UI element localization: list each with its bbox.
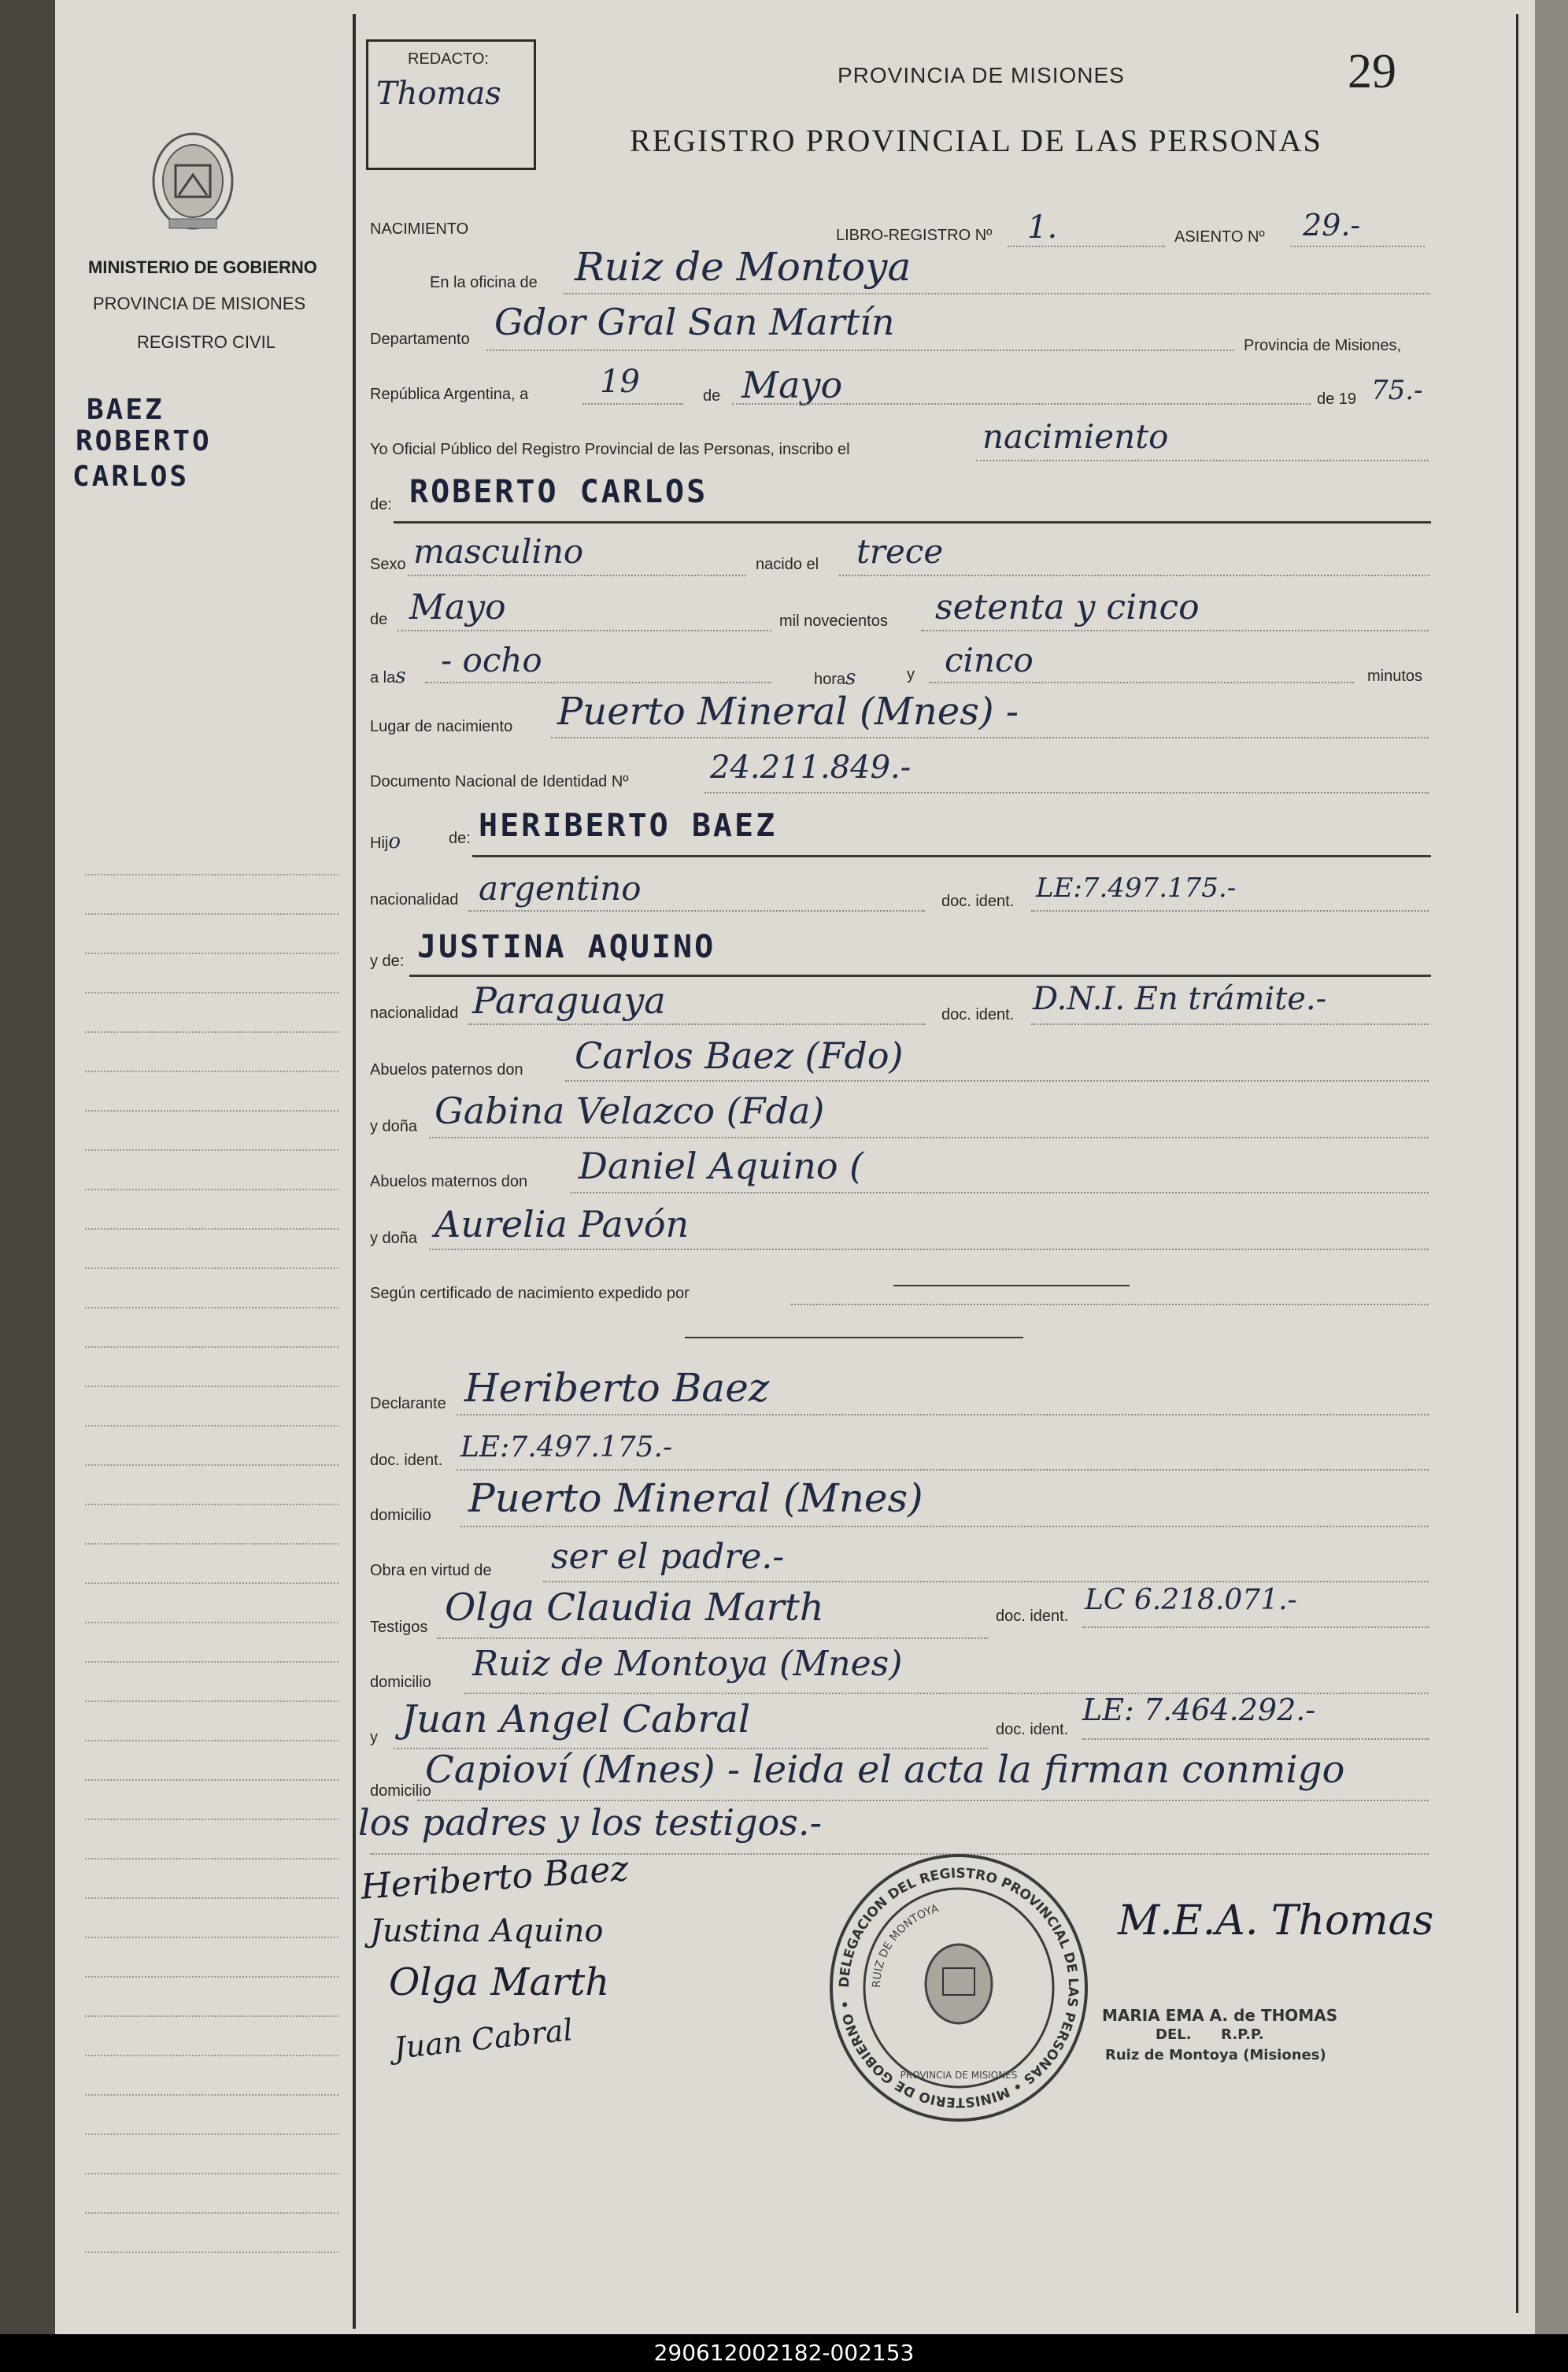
oficina-label: En la oficina de <box>430 274 538 291</box>
de-mes-label: de <box>370 611 388 628</box>
libro-label: LIBRO-REGISTRO Nº <box>836 227 993 244</box>
margin-rule-line <box>85 992 338 994</box>
nacimiento-label: NACIMIENTO <box>370 220 469 238</box>
mil-label: mil novecientos <box>779 612 888 630</box>
margin-rule-line <box>85 2212 338 2214</box>
nacionalidad1-dotline <box>468 910 925 912</box>
padre-rule <box>472 855 1431 857</box>
dni-dotline <box>704 792 1429 794</box>
margin-rule-line <box>85 1307 338 1308</box>
docident4-label: doc. ident. <box>996 1608 1069 1625</box>
inscribo-value: nacimiento <box>982 417 1169 456</box>
nacido-dotline <box>839 575 1429 576</box>
lugar-dotline <box>551 737 1429 738</box>
departamento-dotline <box>486 350 1234 351</box>
dia-value: 19 <box>600 364 640 400</box>
docident5-dotline <box>1082 1738 1429 1740</box>
header-title: REGISTRO PROVINCIAL DE LAS PERSONAS <box>630 123 1322 158</box>
docident2-dotline <box>1031 1023 1429 1025</box>
margin-rule-line <box>85 1582 338 1584</box>
margin-rule-line <box>85 913 338 915</box>
stamp-outer-text: DELEGACION DEL REGISTRO PROVINCIAL DE LAS PERSONAS • MINISTERIO DE GOBIERNO • <box>836 1865 1082 2111</box>
docident1-label: doc. ident. <box>941 893 1015 910</box>
closing-value: los padres y los testigos.- <box>358 1801 823 1844</box>
margin-rule-line <box>85 1425 338 1427</box>
margin-rule-line <box>85 1464 338 1466</box>
abuela-mat-dotline <box>429 1249 1429 1250</box>
dia-dotline <box>582 403 683 405</box>
minutos-dotline <box>929 682 1354 683</box>
nacionalidad2-label: nacionalidad <box>370 1005 459 1022</box>
margin-rule-line <box>85 2173 338 2174</box>
lugar-label: Lugar de nacimiento <box>370 718 513 735</box>
minutos-label: minutos <box>1367 668 1423 685</box>
nac-mes-dotline <box>398 630 771 631</box>
left-column-rule <box>353 14 356 2329</box>
departamento-label: Departamento <box>370 331 470 348</box>
lugar-value: Puerto Mineral (Mnes) - <box>557 690 1019 734</box>
docident3-label: doc. ident. <box>370 1452 443 1469</box>
hijo-suffix: o <box>388 830 401 853</box>
docident4-value: LC 6.218.071.- <box>1085 1584 1297 1616</box>
nombre-value: ROBERTO CARLOS <box>409 474 708 510</box>
testigo1-value: Olga Claudia Marth <box>445 1586 824 1630</box>
segun-short-rule <box>893 1285 1130 1286</box>
signature-father: Heriberto Baez <box>359 1848 631 1908</box>
domicilio3-label: domicilio <box>370 1782 431 1800</box>
libro-dotline <box>1008 246 1165 247</box>
y-label: y <box>907 666 915 683</box>
docident2-label: doc. ident. <box>941 1006 1015 1023</box>
margin-rule-line <box>85 1386 338 1387</box>
margin-rule-line <box>85 1267 338 1269</box>
signature-officer: M.E.A. Thomas <box>1118 1897 1434 1945</box>
docident1-value: LE:7.497.175.- <box>1036 872 1237 904</box>
stamp-inner-province: PROVINCIA DE MISIONES <box>900 2070 1018 2081</box>
y-testigo-label: y <box>370 1729 378 1746</box>
nacionalidad2-dotline <box>468 1023 925 1025</box>
margin-rule-line <box>85 2252 338 2253</box>
margin-rule-line <box>85 1149 338 1151</box>
margin-rule-line <box>85 1819 338 1820</box>
ministry-province: PROVINCIA DE MISIONES <box>93 294 306 313</box>
margin-rule-line <box>85 1858 338 1859</box>
obra-value: ser el padre.- <box>551 1537 785 1577</box>
signature-witness-1: Olga Marth <box>389 1960 610 2004</box>
margin-second-name: CARLOS <box>72 461 190 493</box>
officer-place: Ruiz de Montoya (Misiones) <box>1105 2047 1326 2063</box>
nac-mes-value: Mayo <box>409 587 506 627</box>
domicilio1-dotline <box>460 1526 1429 1527</box>
mes-value: Mayo <box>741 364 843 406</box>
de-label: de <box>703 387 721 405</box>
margin-rule-line <box>85 1937 338 1938</box>
domicilio2-value: Ruiz de Montoya (Mnes) <box>472 1644 903 1684</box>
margin-surname: BAEZ <box>87 394 165 426</box>
docident3-value: LE:7.497.175.- <box>460 1431 673 1464</box>
testigo2-value: Juan Angel Cabral <box>401 1697 751 1741</box>
minutos-value: cinco <box>945 641 1034 679</box>
ministry-registry: REGISTRO CIVIL <box>137 332 276 352</box>
testigo1-dotline <box>437 1637 988 1639</box>
nacido-value: trece <box>856 532 944 571</box>
de-nombre-label: de: <box>370 496 392 513</box>
page-edge <box>1535 0 1568 2334</box>
margin-rule-line <box>85 1071 338 1072</box>
stamp-inner-text: RUIZ DE MONTOYA <box>870 1902 941 1989</box>
dni-label: Documento Nacional de Identidad Nº <box>370 773 629 790</box>
padre-value: HERIBERTO BAEZ <box>479 808 778 844</box>
margin-rule-line <box>85 874 338 875</box>
abuela-pat-dotline <box>429 1137 1429 1138</box>
margin-rule-line <box>85 2094 338 2096</box>
abuela-mat-value: Aurelia Pavón <box>435 1203 690 1245</box>
docident1-dotline <box>1031 910 1429 912</box>
asiento-dotline <box>1291 246 1425 247</box>
margin-rule-line <box>85 1700 338 1702</box>
ministry-name: MINISTERIO DE GOBIERNO <box>88 257 317 277</box>
abuelo-mat-dotline <box>571 1192 1429 1193</box>
ydona1-label: y doña <box>370 1118 418 1135</box>
nombre-rule <box>394 521 1431 524</box>
margin-rule-line <box>85 1779 338 1781</box>
anio-value: 75.- <box>1371 375 1423 406</box>
margin-rule-line <box>85 1543 338 1545</box>
hijo-label: Hijo <box>370 830 401 853</box>
mil-value: setenta y cinco <box>935 587 1200 627</box>
domicilio2-label: domicilio <box>370 1674 431 1691</box>
domicilio1-label: domicilio <box>370 1507 431 1524</box>
signature-mother: Justina Aquino <box>370 1913 604 1949</box>
domicilio1-value: Puerto Mineral (Mnes) <box>468 1475 923 1521</box>
margin-rule-line <box>85 1897 338 1899</box>
margin-rule-line <box>85 1031 338 1033</box>
hijo-de-label: de: <box>449 830 471 847</box>
signature-witness-2: Juan Cabral <box>392 2012 575 2066</box>
redacto-label: REDACTO: <box>408 50 489 68</box>
yde-label: y de: <box>370 953 405 970</box>
nacionalidad1-value: argentino <box>479 869 642 908</box>
margin-rule-line <box>85 1110 338 1112</box>
nacionalidad1-label: nacionalidad <box>370 891 459 908</box>
horas-label: horas <box>814 666 856 690</box>
margin-rule-line <box>85 2133 338 2135</box>
officer-name: MARIA EMA A. de THOMAS <box>1102 2006 1338 2025</box>
sexo-dotline <box>408 575 746 576</box>
coat-of-arms-emblem <box>146 126 240 236</box>
docident5-value: LE: 7.464.292.- <box>1082 1693 1316 1727</box>
abuelos-mat-label: Abuelos maternos don <box>370 1173 528 1190</box>
asiento-label: ASIENTO Nº <box>1174 228 1265 246</box>
madre-rule <box>409 975 1431 977</box>
oficial-text: Yo Oficial Público del Registro Provincial de las Personas, inscribo el <box>370 441 850 458</box>
margin-rule-line <box>85 1622 338 1623</box>
inscribo-dotline <box>976 460 1429 461</box>
book-spine <box>0 0 55 2334</box>
declarante-label: Declarante <box>370 1395 446 1412</box>
dni-value: 24.211.849.- <box>710 749 912 786</box>
abuela-pat-value: Gabina Velazco (Fda) <box>435 1090 825 1132</box>
margin-rule-line <box>85 2015 338 2017</box>
departamento-value: Gdor Gral San Martín <box>494 301 895 343</box>
alas-label: a las <box>370 664 406 688</box>
obra-label: Obra en virtud de <box>370 1562 492 1579</box>
oficina-value: Ruiz de Montoya <box>575 244 912 290</box>
segun-blank-rule <box>685 1337 1023 1338</box>
margin-rule-line <box>85 1189 338 1190</box>
abuelo-mat-value: Daniel Aquino ( <box>579 1145 864 1187</box>
margin-rule-line <box>85 2055 338 2056</box>
ydona2-label: y doña <box>370 1230 418 1247</box>
domicilio3-value: Capioví (Mnes) - leida el acta la firman conmigo <box>425 1748 1345 1792</box>
redacto-value: Thomas <box>376 76 501 112</box>
alas-suffix: s <box>395 664 406 688</box>
mes-dotline <box>732 403 1311 405</box>
margin-rule-line <box>85 1976 338 1978</box>
right-border-rule <box>1516 14 1518 2313</box>
sexo-label: Sexo <box>370 556 406 573</box>
margin-rule-line <box>85 1504 338 1505</box>
declarante-value: Heriberto Baez <box>464 1365 770 1411</box>
asiento-value: 29.- <box>1303 208 1361 242</box>
header-province: PROVINCIA DE MISIONES <box>838 63 1125 87</box>
nacido-label: nacido el <box>756 556 819 573</box>
officer-role: DEL. R.P.P. <box>1156 2026 1264 2043</box>
margin-rule-line <box>85 1740 338 1741</box>
docident2-value: D.N.I. En trámite.- <box>1033 981 1327 1017</box>
hora-dotline <box>425 682 771 683</box>
official-seal-stamp <box>825 1850 1093 2126</box>
sexo-value: masculino <box>413 532 584 571</box>
madre-value: JUSTINA AQUINO <box>417 929 716 965</box>
de19-label: de 19 <box>1317 390 1357 408</box>
abuelo-pat-value: Carlos Baez (Fdo) <box>575 1034 904 1077</box>
mil-dotline <box>921 630 1429 631</box>
segun-dotline <box>791 1304 1429 1305</box>
margin-first-name: ROBERTO <box>76 425 212 457</box>
segun-label: Según certificado de nacimiento expedido por <box>370 1285 690 1302</box>
docident5-label: doc. ident. <box>996 1721 1069 1738</box>
image-id-footer: 290612002182-002153 <box>0 2334 1568 2372</box>
horas-suffix: s <box>845 666 856 690</box>
margin-rule-line <box>85 1346 338 1348</box>
testigos-label: Testigos <box>370 1619 428 1636</box>
margin-rule-line <box>85 1228 338 1230</box>
abuelos-pat-label: Abuelos paternos don <box>370 1061 523 1079</box>
abuelo-pat-dotline <box>565 1080 1429 1082</box>
margin-rule-line <box>85 1661 338 1663</box>
nacionalidad2-value: Paraguaya <box>472 979 666 1022</box>
declarante-dotline <box>457 1414 1429 1415</box>
hora-value: - ocho <box>441 641 542 679</box>
republica-label: República Argentina, a <box>370 386 529 403</box>
obra-dotline <box>543 1581 1429 1582</box>
oficina-dotline <box>564 293 1429 294</box>
docident3-dotline <box>457 1469 1429 1471</box>
provincia-label: Provincia de Misiones, <box>1244 337 1402 354</box>
libro-value: 1. <box>1027 209 1058 246</box>
docident4-dotline <box>1082 1626 1429 1628</box>
margin-rule-line <box>85 953 338 954</box>
page-number: 29 <box>1348 45 1396 98</box>
